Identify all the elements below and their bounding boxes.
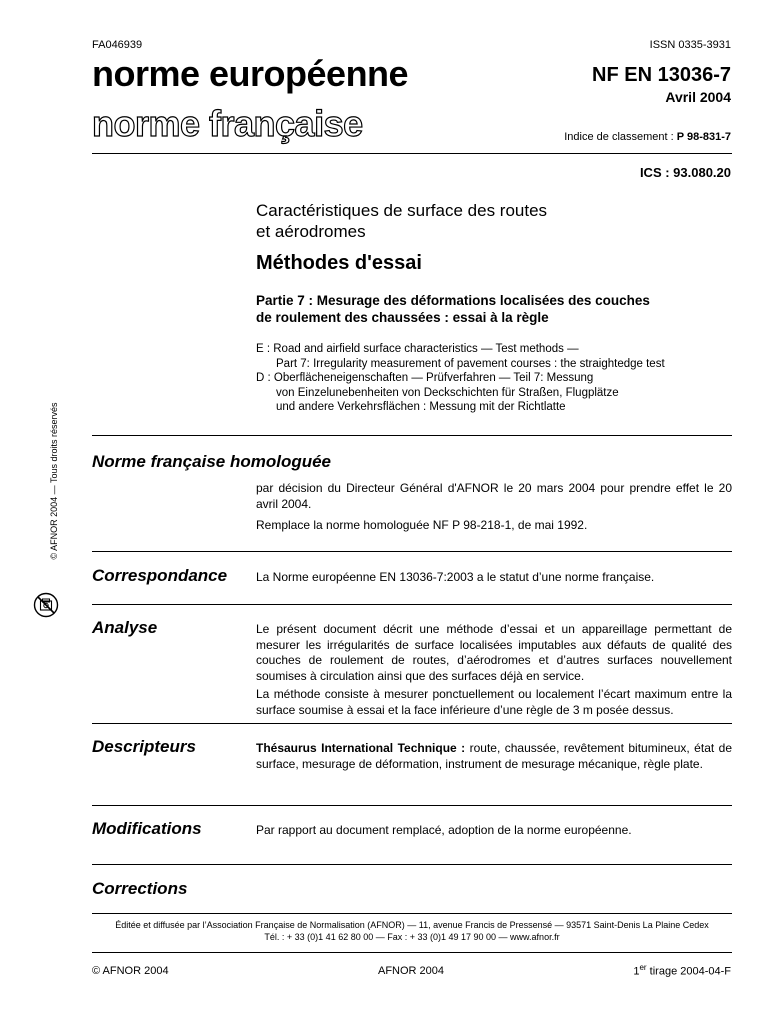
descripteurs-lead: Thésaurus International Technique :	[256, 741, 466, 755]
footer-copyright: © AFNOR 2004	[92, 965, 169, 977]
german-title-line: von Einzelunebenheiten von Deckschichten für Straßen, Flugplätze	[276, 386, 619, 399]
analyse-text	[256, 622, 732, 718]
homologuee-text	[256, 481, 732, 534]
descripteurs-keywords: route, chaussée, revêtement bitumineux, état de surface, mesurage de déformation, instrument de mesurage mécanique, règle plate.	[256, 741, 732, 771]
publication-date: Avril 2004	[665, 89, 731, 105]
publisher-address: Éditée et diffusée par l’Association Française de Normalisation (AFNOR) — 11, avenue Francis de Pressensé — 93571 Saint-Denis La Plaine Cedex	[115, 920, 709, 930]
section-title-analyse: Analyse	[92, 618, 158, 637]
ics-code: ICS : 93.080.20	[639, 165, 731, 180]
english-title-line: E : Road and airfield surface characteristics — Test methods —	[256, 343, 579, 355]
section-title-modifications: Modifications	[92, 819, 202, 838]
title-norme-europeenne: norme européenne	[92, 53, 409, 94]
part-title-line: Partie 7 : Mesurage des déformations localisées des couches	[256, 293, 650, 308]
section-title-corrections: Corrections	[92, 879, 188, 898]
section-title-correspondance: Correspondance	[92, 566, 228, 585]
title-norme-francaise: norme française	[92, 103, 363, 144]
no-copy-icon	[33, 592, 59, 618]
german-title-line: und andere Verkehrsflächen : Messung mit der Richtlatte	[276, 401, 566, 413]
classification-label: Indice de classement :	[564, 131, 677, 143]
document-subtitle	[256, 200, 547, 242]
tirage-number: 1	[633, 965, 640, 978]
section-divider	[92, 723, 732, 724]
section-divider	[92, 551, 732, 552]
correspondance-text: La Norme européenne EN 13036-7:2003 a le statut d’une norme française.	[256, 570, 655, 584]
section-title-descripteurs: Descripteurs	[92, 737, 196, 756]
paragraph: Remplace la norme homologuée NF P 98-218-1, de mai 1992.	[256, 518, 588, 532]
section-divider	[92, 864, 732, 865]
footer-tirage	[633, 963, 731, 978]
subtitle-line: et aérodromes	[256, 222, 366, 241]
translated-titles	[256, 342, 665, 415]
section-divider	[92, 604, 732, 605]
tirage-ordinal: er	[639, 963, 647, 972]
publisher-info	[92, 919, 732, 943]
modifications-text: Par rapport au document remplacé, adoption de la norme européenne.	[256, 823, 632, 837]
paragraph: La méthode consiste à mesurer ponctuellement ou localement l’écart maximum entre la surface soumise à essai et la face inférieure d’une règle de 3 m posée dessus.	[256, 687, 732, 717]
tirage-text: tirage 2004-04-F	[646, 965, 731, 978]
english-title-line: Part 7: Irregularity measurement of pavement courses : the straightedge test	[276, 357, 665, 370]
descripteurs-text	[256, 741, 732, 772]
part-title	[256, 292, 650, 326]
paragraph: par décision du Directeur Général d'AFNOR le 20 mars 2004 pour prendre effet le 20 avril 2004.	[256, 481, 732, 511]
footer-center: AFNOR 2004	[378, 965, 445, 977]
section-divider	[92, 435, 732, 436]
document-heading: Méthodes d'essai	[256, 252, 422, 274]
section-title-homologuee: Norme française homologuée	[92, 452, 332, 471]
german-title-line: D : Oberflächeneigenschaften — Prüfverfahren — Teil 7: Messung	[256, 372, 594, 384]
header-divider	[92, 153, 732, 154]
paragraph: Le présent document décrit une méthode d’essai et un appareillage permettant de mesurer les irrégularités de surface localisées imputables aux défauts de qualité des couches de roulement de routes, d’aérodromes et d’autres surfaces nouvellement soumises à circulation ainsi que des surfaces déjà en service.	[256, 622, 732, 683]
footer-divider	[92, 952, 732, 953]
footer-divider	[92, 913, 732, 914]
issn: ISSN 0335-3931	[649, 39, 731, 51]
classification-index	[564, 131, 731, 143]
side-copyright: © AFNOR 2004 — Tous droits réservés	[49, 402, 59, 560]
classification-value: P 98-831-7	[676, 131, 731, 143]
document-reference: FA046939	[92, 39, 143, 51]
publisher-contact: Tél. : + 33 (0)1 41 62 80 00 — Fax : + 33 (0)1 49 17 90 00 — www.afnor.fr	[264, 932, 560, 942]
subtitle-line: Caractéristiques de surface des routes	[256, 201, 548, 220]
section-divider	[92, 805, 732, 806]
standard-number: NF EN 13036-7	[592, 64, 731, 86]
part-title-line: de roulement des chaussées : essai à la règle	[256, 310, 549, 325]
